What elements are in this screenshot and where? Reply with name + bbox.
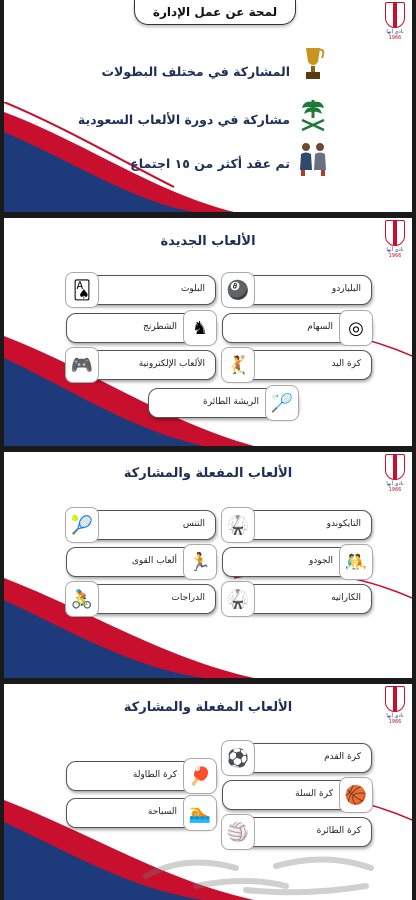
game-card-karate: 🥋 الكاراتيه — [222, 584, 372, 614]
abha-club-logo: نادي أبها 1966 — [382, 686, 408, 732]
game-card-cycling: 🚴 الدراجات — [66, 584, 216, 614]
volleyball-icon: 🏐 — [221, 814, 255, 850]
slide-title: لمحة عن عمل الإدارة — [134, 0, 296, 25]
game-card-judo: الجودو 🤼 — [222, 547, 372, 577]
dartboard-icon: ◎ — [339, 310, 373, 346]
trophy-icon — [296, 44, 330, 82]
section-title: الألعاب الجديدة — [160, 234, 256, 249]
billiard-cue-icon: 🎱 — [221, 272, 255, 308]
game-card-badminton: الريشة الطائرة 🏸 — [148, 388, 298, 418]
game-card-athletics: ألعاب القوى 🏃 — [66, 547, 216, 577]
slide-management-overview — [4, 0, 412, 212]
game-card-chess: الشطرنج ♞ — [66, 313, 216, 343]
table-tennis-icon: 🏓 — [183, 758, 217, 794]
bullet-meetings: تم عقد أكثر من ١٥ اجتماع — [130, 156, 290, 171]
bullet-tournaments: المشاركة في مختلف البطولات — [101, 64, 290, 79]
tennis-player-icon: 🎾 — [65, 507, 99, 543]
bullet-saudi-games: مشاركة في دورة الألعاب السعودية — [77, 112, 290, 127]
game-card-taekwondo: 🥋 التايكوندو — [222, 510, 372, 540]
basketball-icon: 🏀 — [339, 777, 373, 813]
swimmer-icon: 🏊 — [183, 795, 217, 831]
slide-new-games — [4, 218, 412, 446]
meeting-people-icon — [296, 140, 330, 178]
chess-icon: ♞ — [183, 310, 217, 346]
playing-cards-icon: 🂡 — [65, 272, 99, 308]
section-title: الألعاب المفعلة والمشاركة — [123, 700, 293, 715]
game-card-handball: 🤾 كرة اليد — [222, 350, 372, 380]
game-card-table-tennis: كرة الطاولة 🏓 — [66, 761, 216, 791]
judo-icon: 🤼 — [339, 544, 373, 580]
shuttlecock-icon: 🏸 — [265, 385, 299, 421]
soccer-ball-icon: ⚽ — [221, 740, 255, 776]
game-card-darts: السهام ◎ — [222, 313, 372, 343]
abha-club-logo: نادي أبها 1966 — [382, 220, 408, 266]
watermark-logo — [126, 846, 386, 896]
game-card-billiards: 🎱 البلياردو — [222, 275, 372, 305]
section-title: الألعاب المفعلة والمشاركة — [123, 466, 293, 481]
abha-club-logo: نادي أبها 1966 — [382, 454, 408, 500]
gamepad-icon: 🎮 — [65, 347, 99, 383]
abha-club-logo: نادي أبها 1966 — [382, 2, 408, 48]
handball-player-icon: 🤾 — [221, 347, 255, 383]
slide-active-games — [4, 452, 412, 678]
runner-icon: 🏃 — [183, 544, 217, 580]
game-card-baloot: 🂡 البلوت — [66, 275, 216, 305]
game-card-tennis: 🎾 التنس — [66, 510, 216, 540]
game-card-football: ⚽ كرة القدم — [222, 743, 372, 773]
game-card-basketball: كرة السلة 🏀 — [222, 780, 372, 810]
karate-icon: 🥋 — [221, 581, 255, 617]
taekwondo-icon: 🥋 — [221, 507, 255, 543]
saudi-emblem-icon — [296, 96, 330, 134]
game-card-esports: 🎮 الألعاب الإلكترونية — [66, 350, 216, 380]
game-card-swimming: السباحة 🏊 — [66, 798, 216, 828]
game-card-volleyball: 🏐 كرة الطائرة — [222, 817, 372, 847]
cyclist-icon: 🚴 — [65, 581, 99, 617]
